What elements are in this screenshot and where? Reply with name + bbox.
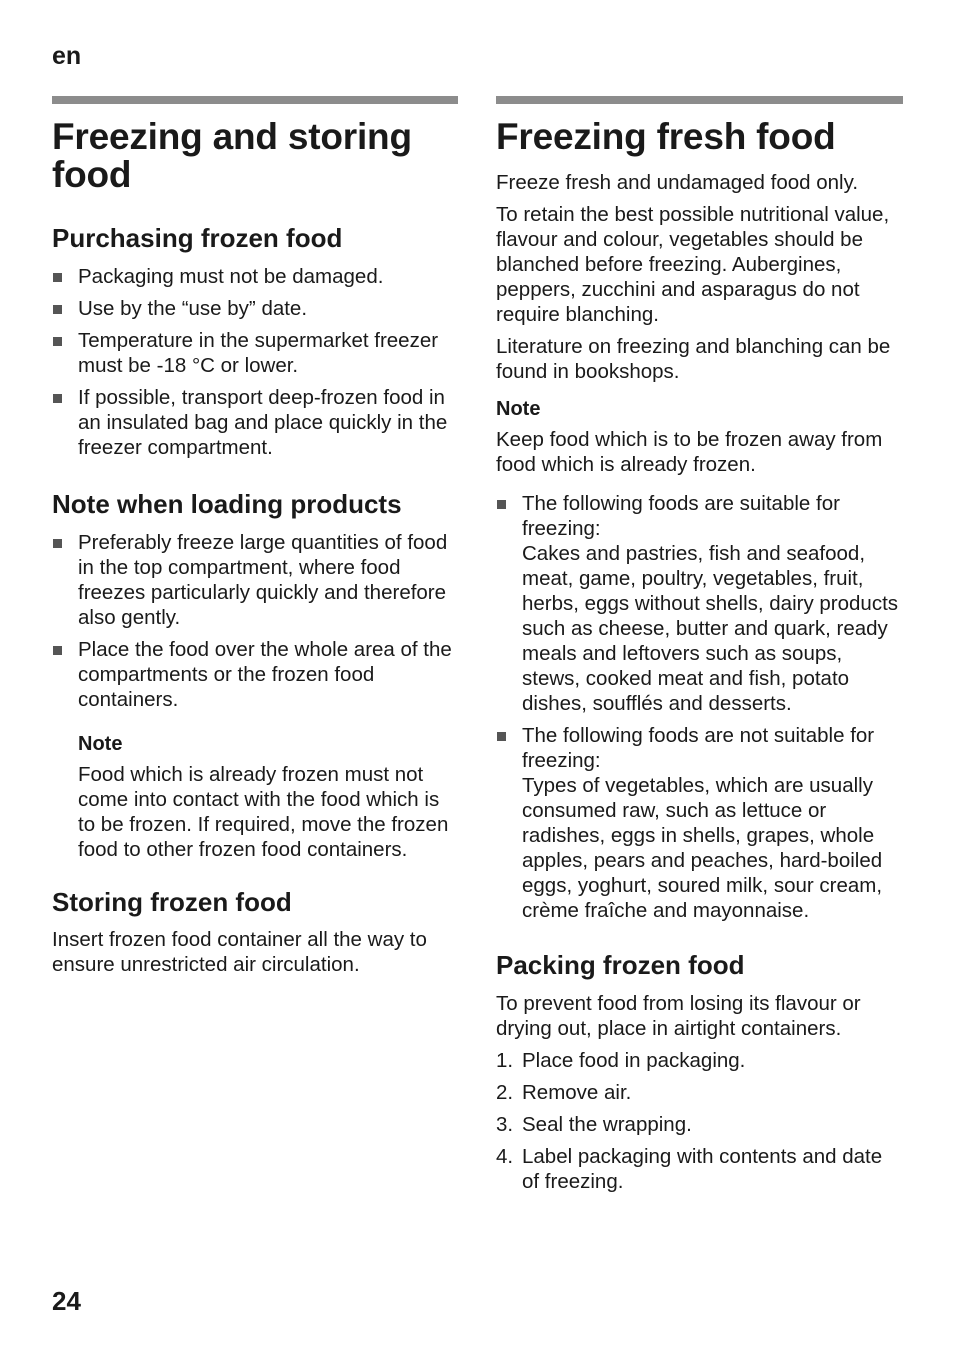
list-item: The following foods are suitable for freezing: Cakes and pastries, fish and seafood, meat, game, poultry, vegetables, fruit, herbs, eggs without shells, dairy products such as cheese, butter and quark, ready meals and leftovers such as soups, stews, cooked meat and fish, potato dishes, soufflés and desserts. xyxy=(496,491,903,716)
note-label: Note xyxy=(78,733,123,755)
heading-storing: Storing frozen food xyxy=(52,887,292,917)
note-label: Note xyxy=(496,398,541,420)
suitability-list xyxy=(496,491,903,923)
list-item: Temperature in the supermarket freezer must be -18 °C or lower. xyxy=(52,328,458,378)
square-bullet-icon xyxy=(53,539,62,548)
page-title-freezing-storing: Freezing and storing food xyxy=(52,116,412,195)
square-bullet-icon xyxy=(53,273,62,282)
list-item: If possible, transport deep-frozen food in an insulated bag and place quickly in the freezer compartment. xyxy=(52,385,458,460)
loading-note xyxy=(52,732,458,862)
purchasing-list xyxy=(52,264,458,460)
square-bullet-icon xyxy=(53,337,62,346)
note-text: Keep food which is to be frozen away from food which is already frozen. xyxy=(496,428,883,476)
paragraph: Freeze fresh and undamaged food only. xyxy=(496,171,859,194)
square-bullet-icon xyxy=(53,394,62,403)
section-rule xyxy=(52,96,458,104)
list-item: Use by the “use by” date. xyxy=(52,296,458,321)
paragraph: To retain the best possible nutritional value, flavour and colour, vegetables should be blanched before freezing. Aubergines, peppers, zucchini and asparagus do not require blanching. xyxy=(496,203,890,326)
page-title-freezing-fresh: Freezing fresh food xyxy=(496,116,836,157)
list-item: Place the food over the whole area of the compartments or the frozen food containers. xyxy=(52,637,458,712)
square-bullet-icon xyxy=(497,500,506,509)
right-column xyxy=(496,96,903,1201)
list-item: Preferably freeze large quantities of food in the top compartment, where food freezes particularly quickly and therefore also gently. xyxy=(52,530,458,630)
heading-loading: Note when loading products xyxy=(52,489,402,519)
heading-packing: Packing frozen food xyxy=(496,950,745,980)
square-bullet-icon xyxy=(53,646,62,655)
section-rule xyxy=(496,96,903,104)
loading-list xyxy=(52,530,458,712)
note-text: Food which is already frozen must not come into contact with the food which is to be frozen. If required, move the frozen food to other frozen food containers. xyxy=(78,763,449,861)
storing-text: Insert frozen food container all the way to ensure unrestricted air circulation. xyxy=(52,928,427,976)
list-item: 1. Place food in packaging. xyxy=(496,1049,746,1072)
list-item: The following foods are not suitable for freezing: Types of vegetables, which are usually consumed raw, such as lettuce or radishes, eggs in shells, grapes, whole apples, pears and peaches, hard-boiled eggs, yoghurt, soured milk, sour cream, crème fraîche and mayonnaise. xyxy=(496,723,903,923)
list-item: Packaging must not be damaged. xyxy=(52,264,458,289)
page-number: 24 xyxy=(52,1286,81,1316)
packing-steps xyxy=(496,1048,903,1194)
square-bullet-icon xyxy=(497,732,506,741)
paragraph: Literature on freezing and blanching can be found in bookshops. xyxy=(496,335,891,383)
list-item: 3. Seal the wrapping. xyxy=(496,1113,692,1136)
heading-purchasing: Purchasing frozen food xyxy=(52,223,343,253)
list-item: 2. Remove air. xyxy=(496,1081,632,1104)
square-bullet-icon xyxy=(53,305,62,314)
packing-text: To prevent food from losing its flavour or drying out, place in airtight containers. xyxy=(496,992,861,1040)
list-item: 4. Label packaging with contents and date of freezing. xyxy=(496,1145,883,1193)
left-column xyxy=(52,96,458,977)
language-label: en xyxy=(52,42,82,70)
